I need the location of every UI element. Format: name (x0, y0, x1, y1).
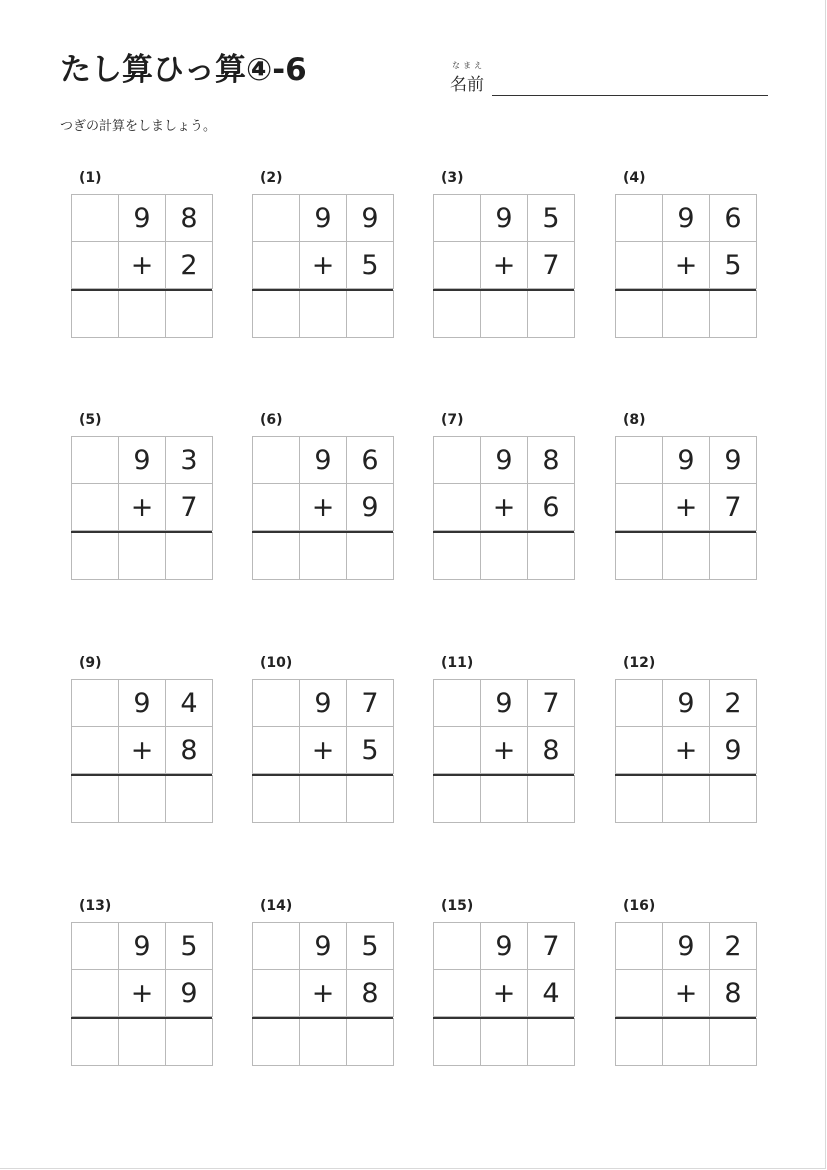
empty-cell (252, 194, 300, 242)
answer-tens-cell[interactable] (662, 532, 710, 580)
problem-number: (16) (623, 898, 656, 914)
empty-cell (252, 241, 300, 289)
empty-cell (252, 969, 300, 1017)
empty-cell (433, 436, 481, 484)
empty-cell (433, 194, 481, 242)
addend-digit-cell: 2 (165, 241, 213, 289)
ones-digit-cell: 7 (346, 679, 394, 727)
ones-digit-cell: 8 (527, 436, 575, 484)
problem-1 (71, 170, 213, 340)
problem-number: (13) (79, 898, 112, 914)
plus-sign-cell: + (480, 483, 528, 531)
sum-line (615, 289, 756, 291)
answer-hundreds-cell[interactable] (252, 775, 300, 823)
sum-line (252, 1017, 393, 1019)
answer-ones-cell[interactable] (165, 775, 213, 823)
ones-digit-cell: 5 (527, 194, 575, 242)
name-field-line[interactable] (492, 95, 768, 96)
ones-digit-cell: 9 (346, 194, 394, 242)
problem-9 (71, 655, 213, 825)
problem-number: (5) (79, 412, 102, 428)
empty-cell (71, 922, 119, 970)
answer-ones-cell[interactable] (346, 532, 394, 580)
plus-sign-cell: + (299, 483, 347, 531)
answer-hundreds-cell[interactable] (71, 532, 119, 580)
ones-digit-cell: 3 (165, 436, 213, 484)
answer-ones-cell[interactable] (527, 290, 575, 338)
problem-grid-cells (71, 922, 212, 1065)
problem-15 (433, 898, 575, 1068)
addend-digit-cell: 6 (527, 483, 575, 531)
problem-number: (12) (623, 655, 656, 671)
answer-ones-cell[interactable] (527, 1018, 575, 1066)
addend-digit-cell: 5 (709, 241, 757, 289)
answer-tens-cell[interactable] (118, 532, 166, 580)
empty-cell (252, 726, 300, 774)
problem-number: (9) (79, 655, 102, 671)
answer-ones-cell[interactable] (709, 532, 757, 580)
addend-digit-cell: 4 (527, 969, 575, 1017)
problem-number: (15) (441, 898, 474, 914)
problem-number: (1) (79, 170, 102, 186)
tens-digit-cell: 9 (480, 436, 528, 484)
problem-number: (6) (260, 412, 283, 428)
problem-grid-cells (252, 194, 393, 337)
name-ruby: なまえ (452, 61, 485, 70)
problem-grid-cells (71, 436, 212, 579)
plus-sign-cell: + (299, 241, 347, 289)
sum-line (252, 774, 393, 776)
plus-sign-cell: + (118, 483, 166, 531)
tens-digit-cell: 9 (662, 436, 710, 484)
empty-cell (615, 436, 663, 484)
sum-line (71, 531, 212, 533)
ones-digit-cell: 6 (709, 194, 757, 242)
empty-cell (433, 969, 481, 1017)
plus-sign-cell: + (662, 726, 710, 774)
empty-cell (252, 679, 300, 727)
tens-digit-cell: 9 (299, 436, 347, 484)
answer-ones-cell[interactable] (165, 290, 213, 338)
answer-tens-cell[interactable] (299, 775, 347, 823)
problem-12 (615, 655, 757, 825)
empty-cell (433, 922, 481, 970)
answer-tens-cell[interactable] (662, 290, 710, 338)
empty-cell (71, 679, 119, 727)
sum-line (615, 774, 756, 776)
plus-sign-cell: + (118, 726, 166, 774)
empty-cell (71, 436, 119, 484)
problem-16 (615, 898, 757, 1068)
sum-line (433, 1017, 574, 1019)
sum-line (252, 289, 393, 291)
tens-digit-cell: 9 (480, 922, 528, 970)
problem-number: (7) (441, 412, 464, 428)
sum-line (433, 531, 574, 533)
ones-digit-cell: 8 (165, 194, 213, 242)
answer-hundreds-cell[interactable] (252, 532, 300, 580)
sum-line (71, 774, 212, 776)
instruction-text: つぎの計算をしましょう。 (60, 119, 217, 134)
tens-digit-cell: 9 (118, 194, 166, 242)
sum-line (433, 289, 574, 291)
problem-13 (71, 898, 213, 1068)
problem-10 (252, 655, 394, 825)
plus-sign-cell: + (480, 726, 528, 774)
addend-digit-cell: 8 (527, 726, 575, 774)
answer-ones-cell[interactable] (346, 775, 394, 823)
addend-digit-cell: 9 (709, 726, 757, 774)
answer-tens-cell[interactable] (299, 532, 347, 580)
empty-cell (433, 241, 481, 289)
plus-sign-cell: + (118, 241, 166, 289)
ones-digit-cell: 6 (346, 436, 394, 484)
ones-digit-cell: 5 (165, 922, 213, 970)
tens-digit-cell: 9 (299, 679, 347, 727)
plus-sign-cell: + (480, 241, 528, 289)
problem-grid-cells (252, 679, 393, 822)
tens-digit-cell: 9 (480, 679, 528, 727)
answer-hundreds-cell[interactable] (71, 1018, 119, 1066)
empty-cell (71, 241, 119, 289)
empty-cell (433, 726, 481, 774)
answer-ones-cell[interactable] (527, 532, 575, 580)
tens-digit-cell: 9 (662, 922, 710, 970)
answer-tens-cell[interactable] (118, 775, 166, 823)
problem-8 (615, 412, 757, 582)
empty-cell (615, 922, 663, 970)
problem-2 (252, 170, 394, 340)
addend-digit-cell: 8 (709, 969, 757, 1017)
empty-cell (252, 483, 300, 531)
problem-7 (433, 412, 575, 582)
sum-line (71, 289, 212, 291)
empty-cell (71, 969, 119, 1017)
addend-digit-cell: 9 (346, 483, 394, 531)
ones-digit-cell: 7 (527, 922, 575, 970)
problem-3 (433, 170, 575, 340)
answer-ones-cell[interactable] (709, 1018, 757, 1066)
ones-digit-cell: 2 (709, 679, 757, 727)
answer-tens-cell[interactable] (299, 1018, 347, 1066)
plus-sign-cell: + (662, 241, 710, 289)
answer-hundreds-cell[interactable] (252, 1018, 300, 1066)
answer-ones-cell[interactable] (709, 775, 757, 823)
answer-tens-cell[interactable] (480, 775, 528, 823)
sum-line (71, 1017, 212, 1019)
empty-cell (433, 679, 481, 727)
answer-hundreds-cell[interactable] (71, 775, 119, 823)
problem-grid-cells (252, 922, 393, 1065)
tens-digit-cell: 9 (662, 679, 710, 727)
answer-hundreds-cell[interactable] (615, 1018, 663, 1066)
ones-digit-cell: 9 (709, 436, 757, 484)
empty-cell (615, 194, 663, 242)
answer-hundreds-cell[interactable] (615, 290, 663, 338)
problem-number: (8) (623, 412, 646, 428)
problem-grid-cells (433, 436, 574, 579)
empty-cell (615, 726, 663, 774)
plus-sign-cell: + (118, 969, 166, 1017)
empty-cell (252, 922, 300, 970)
tens-digit-cell: 9 (118, 436, 166, 484)
answer-ones-cell[interactable] (527, 775, 575, 823)
answer-ones-cell[interactable] (165, 532, 213, 580)
answer-hundreds-cell[interactable] (433, 1018, 481, 1066)
page-title: たし算ひっ算④-6 (60, 52, 307, 88)
problem-6 (252, 412, 394, 582)
answer-tens-cell[interactable] (662, 775, 710, 823)
answer-hundreds-cell[interactable] (615, 532, 663, 580)
problem-number: (3) (441, 170, 464, 186)
problem-number: (4) (623, 170, 646, 186)
problem-number: (14) (260, 898, 293, 914)
answer-hundreds-cell[interactable] (252, 290, 300, 338)
name-label: 名前 (450, 75, 484, 95)
answer-tens-cell[interactable] (118, 1018, 166, 1066)
answer-tens-cell[interactable] (299, 290, 347, 338)
addend-digit-cell: 7 (165, 483, 213, 531)
addend-digit-cell: 5 (346, 241, 394, 289)
answer-tens-cell[interactable] (480, 290, 528, 338)
tens-digit-cell: 9 (299, 194, 347, 242)
problem-11 (433, 655, 575, 825)
ones-digit-cell: 4 (165, 679, 213, 727)
sum-line (433, 774, 574, 776)
tens-digit-cell: 9 (299, 922, 347, 970)
addend-digit-cell: 5 (346, 726, 394, 774)
problem-grid-cells (615, 679, 756, 822)
addend-digit-cell: 9 (165, 969, 213, 1017)
problem-14 (252, 898, 394, 1068)
sum-line (615, 531, 756, 533)
problem-number: (2) (260, 170, 283, 186)
answer-ones-cell[interactable] (165, 1018, 213, 1066)
answer-hundreds-cell[interactable] (71, 290, 119, 338)
empty-cell (615, 679, 663, 727)
tens-digit-cell: 9 (118, 679, 166, 727)
answer-hundreds-cell[interactable] (615, 775, 663, 823)
answer-tens-cell[interactable] (480, 1018, 528, 1066)
addend-digit-cell: 8 (346, 969, 394, 1017)
plus-sign-cell: + (299, 726, 347, 774)
sum-line (615, 1017, 756, 1019)
addend-digit-cell: 7 (709, 483, 757, 531)
empty-cell (71, 194, 119, 242)
addend-digit-cell: 8 (165, 726, 213, 774)
empty-cell (252, 436, 300, 484)
plus-sign-cell: + (299, 969, 347, 1017)
answer-ones-cell[interactable] (346, 290, 394, 338)
answer-hundreds-cell[interactable] (433, 532, 481, 580)
empty-cell (433, 483, 481, 531)
problem-grid-cells (615, 922, 756, 1065)
empty-cell (615, 483, 663, 531)
problem-grid-cells (71, 194, 212, 337)
tens-digit-cell: 9 (662, 194, 710, 242)
answer-hundreds-cell[interactable] (433, 290, 481, 338)
addend-digit-cell: 7 (527, 241, 575, 289)
problem-4 (615, 170, 757, 340)
answer-tens-cell[interactable] (118, 290, 166, 338)
answer-ones-cell[interactable] (709, 290, 757, 338)
answer-tens-cell[interactable] (480, 532, 528, 580)
problem-grid-cells (433, 679, 574, 822)
ones-digit-cell: 5 (346, 922, 394, 970)
problem-grid-cells (252, 436, 393, 579)
empty-cell (615, 969, 663, 1017)
problem-5 (71, 412, 213, 582)
problem-grid-cells (433, 194, 574, 337)
problem-number: (10) (260, 655, 293, 671)
sum-line (252, 531, 393, 533)
empty-cell (71, 726, 119, 774)
problem-grid-cells (71, 679, 212, 822)
plus-sign-cell: + (662, 969, 710, 1017)
problem-grid-cells (615, 436, 756, 579)
answer-hundreds-cell[interactable] (433, 775, 481, 823)
answer-tens-cell[interactable] (662, 1018, 710, 1066)
ones-digit-cell: 2 (709, 922, 757, 970)
empty-cell (615, 241, 663, 289)
problem-grid-cells (433, 922, 574, 1065)
tens-digit-cell: 9 (480, 194, 528, 242)
empty-cell (71, 483, 119, 531)
plus-sign-cell: + (480, 969, 528, 1017)
problem-number: (11) (441, 655, 474, 671)
ones-digit-cell: 7 (527, 679, 575, 727)
tens-digit-cell: 9 (118, 922, 166, 970)
problem-grid-cells (615, 194, 756, 337)
plus-sign-cell: + (662, 483, 710, 531)
answer-ones-cell[interactable] (346, 1018, 394, 1066)
